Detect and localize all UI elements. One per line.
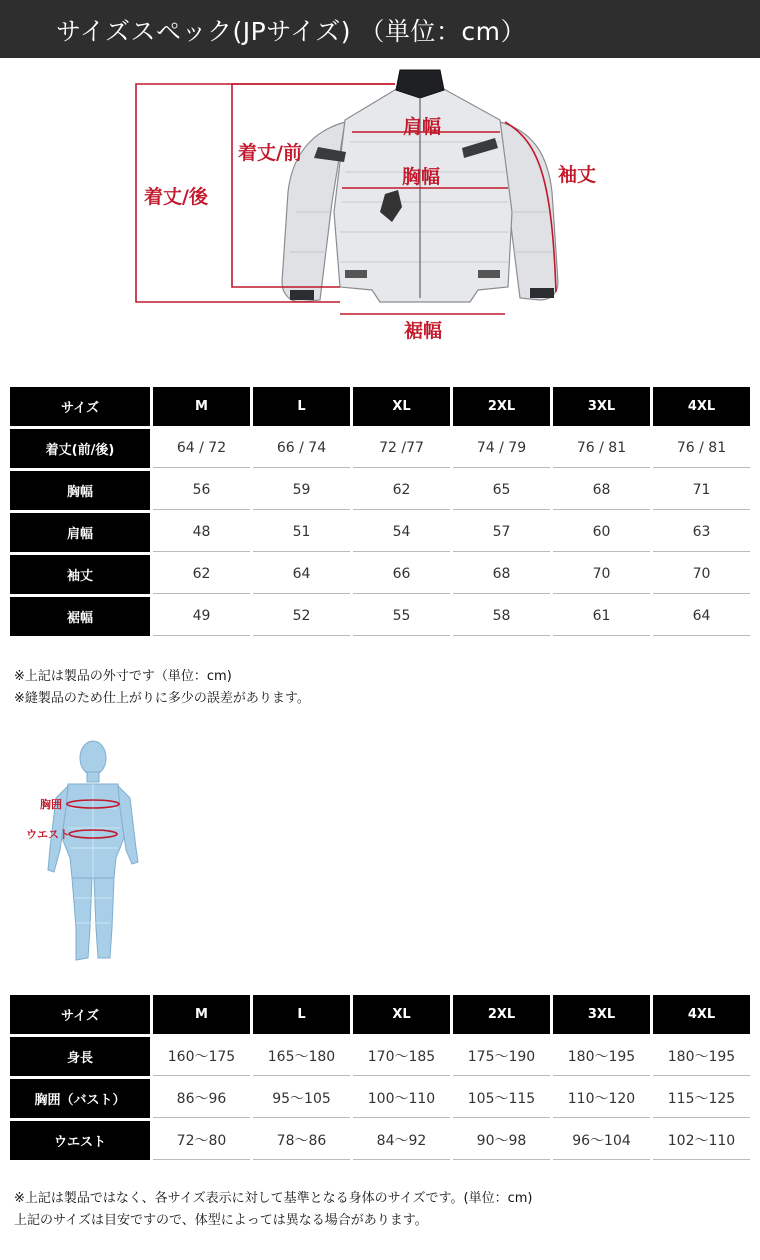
cell: 48 bbox=[153, 513, 250, 552]
cell: 68 bbox=[553, 471, 650, 510]
cell: 105～115 bbox=[453, 1079, 550, 1118]
size-2xl: 2XL bbox=[453, 387, 550, 426]
page-title: サイズスペック(JPサイズ) （単位：cm） bbox=[56, 17, 527, 46]
cell: 78～86 bbox=[253, 1121, 350, 1160]
cell: 66 / 74 bbox=[253, 429, 350, 468]
note-line: ※上記は製品の外寸です（単位：cm) bbox=[14, 669, 232, 684]
row-label: 身長 bbox=[10, 1037, 150, 1076]
table-header-row bbox=[10, 995, 750, 1034]
body-figure-icon bbox=[20, 738, 160, 970]
body-diagram bbox=[20, 738, 160, 970]
cell: 95～105 bbox=[253, 1079, 350, 1118]
page-header bbox=[0, 0, 760, 58]
front-length-label: 着丈/前 bbox=[238, 142, 302, 164]
row-label: 着丈(前/後) bbox=[10, 429, 150, 468]
table-row bbox=[10, 513, 750, 552]
table-row bbox=[10, 555, 750, 594]
size-m: M bbox=[153, 387, 250, 426]
cell: 59 bbox=[253, 471, 350, 510]
shoulder-label: 肩幅 bbox=[403, 116, 442, 138]
product-notes bbox=[14, 666, 310, 710]
cell: 58 bbox=[453, 597, 550, 636]
size-3xl: 3XL bbox=[553, 387, 650, 426]
cell: 72 /77 bbox=[353, 429, 450, 468]
size-m: M bbox=[153, 995, 250, 1034]
cell: 61 bbox=[553, 597, 650, 636]
cell: 180～195 bbox=[553, 1037, 650, 1076]
cell: 76 / 81 bbox=[553, 429, 650, 468]
cell: 64 / 72 bbox=[153, 429, 250, 468]
chest-girth-label: 胸囲 bbox=[40, 798, 62, 811]
row-label: 裾幅 bbox=[10, 597, 150, 636]
cell: 74 / 79 bbox=[453, 429, 550, 468]
jacket-diagram bbox=[0, 62, 760, 362]
cell: 68 bbox=[453, 555, 550, 594]
cell: 170～185 bbox=[353, 1037, 450, 1076]
table-header-row bbox=[10, 387, 750, 426]
cell: 49 bbox=[153, 597, 250, 636]
cell: 90～98 bbox=[453, 1121, 550, 1160]
cell: 70 bbox=[553, 555, 650, 594]
cell: 100～110 bbox=[353, 1079, 450, 1118]
product-size-table bbox=[7, 384, 753, 639]
cell: 54 bbox=[353, 513, 450, 552]
table-row bbox=[10, 1037, 750, 1076]
table-row bbox=[10, 1079, 750, 1118]
row-label: 袖丈 bbox=[10, 555, 150, 594]
cell: 64 bbox=[653, 597, 750, 636]
note-line: 上記のサイズは目安ですので、体型によっては異なる場合があります。 bbox=[14, 1213, 428, 1228]
cell: 66 bbox=[353, 555, 450, 594]
sleeve-label: 袖丈 bbox=[558, 164, 597, 186]
size-xl: XL bbox=[353, 995, 450, 1034]
body-size-table bbox=[7, 992, 753, 1163]
size-4xl: 4XL bbox=[653, 995, 750, 1034]
cell: 72～80 bbox=[153, 1121, 250, 1160]
cell: 57 bbox=[453, 513, 550, 552]
cell: 84～92 bbox=[353, 1121, 450, 1160]
cell: 62 bbox=[353, 471, 450, 510]
cell: 96～104 bbox=[553, 1121, 650, 1160]
cell: 102～110 bbox=[653, 1121, 750, 1160]
cell: 86～96 bbox=[153, 1079, 250, 1118]
cell: 56 bbox=[153, 471, 250, 510]
cell: 62 bbox=[153, 555, 250, 594]
cell: 175～190 bbox=[453, 1037, 550, 1076]
chest-label: 胸幅 bbox=[402, 166, 441, 188]
note-line: ※上記は製品ではなく、各サイズ表示に対して基準となる身体のサイズです。(単位：cm) bbox=[14, 1191, 533, 1206]
size-xl: XL bbox=[353, 387, 450, 426]
note-line: ※縫製品のため仕上がりに多少の誤差があります。 bbox=[14, 691, 310, 706]
cell: 70 bbox=[653, 555, 750, 594]
row-label: ウエスト bbox=[10, 1121, 150, 1160]
size-header: サイズ bbox=[10, 995, 150, 1034]
cell: 55 bbox=[353, 597, 450, 636]
body-notes bbox=[14, 1188, 532, 1232]
cell: 52 bbox=[253, 597, 350, 636]
back-length-label: 着丈/後 bbox=[144, 186, 208, 208]
table-row bbox=[10, 1121, 750, 1160]
table-row bbox=[10, 597, 750, 636]
cell: 165～180 bbox=[253, 1037, 350, 1076]
cell: 180～195 bbox=[653, 1037, 750, 1076]
cell: 115～125 bbox=[653, 1079, 750, 1118]
cell: 51 bbox=[253, 513, 350, 552]
size-header: サイズ bbox=[10, 387, 150, 426]
size-l: L bbox=[253, 995, 350, 1034]
table-row bbox=[10, 429, 750, 468]
row-label: 肩幅 bbox=[10, 513, 150, 552]
cell: 64 bbox=[253, 555, 350, 594]
size-3xl: 3XL bbox=[553, 995, 650, 1034]
size-2xl: 2XL bbox=[453, 995, 550, 1034]
cell: 71 bbox=[653, 471, 750, 510]
cell: 160～175 bbox=[153, 1037, 250, 1076]
row-label: 胸囲（バスト） bbox=[10, 1079, 150, 1118]
cell: 110～120 bbox=[553, 1079, 650, 1118]
cell: 65 bbox=[453, 471, 550, 510]
cell: 63 bbox=[653, 513, 750, 552]
table-row bbox=[10, 471, 750, 510]
jacket-illustration bbox=[0, 62, 760, 362]
size-4xl: 4XL bbox=[653, 387, 750, 426]
waist-label: ウエスト bbox=[26, 828, 70, 841]
cell: 60 bbox=[553, 513, 650, 552]
row-label: 胸幅 bbox=[10, 471, 150, 510]
hem-label: 裾幅 bbox=[404, 320, 443, 342]
cell: 76 / 81 bbox=[653, 429, 750, 468]
size-l: L bbox=[253, 387, 350, 426]
